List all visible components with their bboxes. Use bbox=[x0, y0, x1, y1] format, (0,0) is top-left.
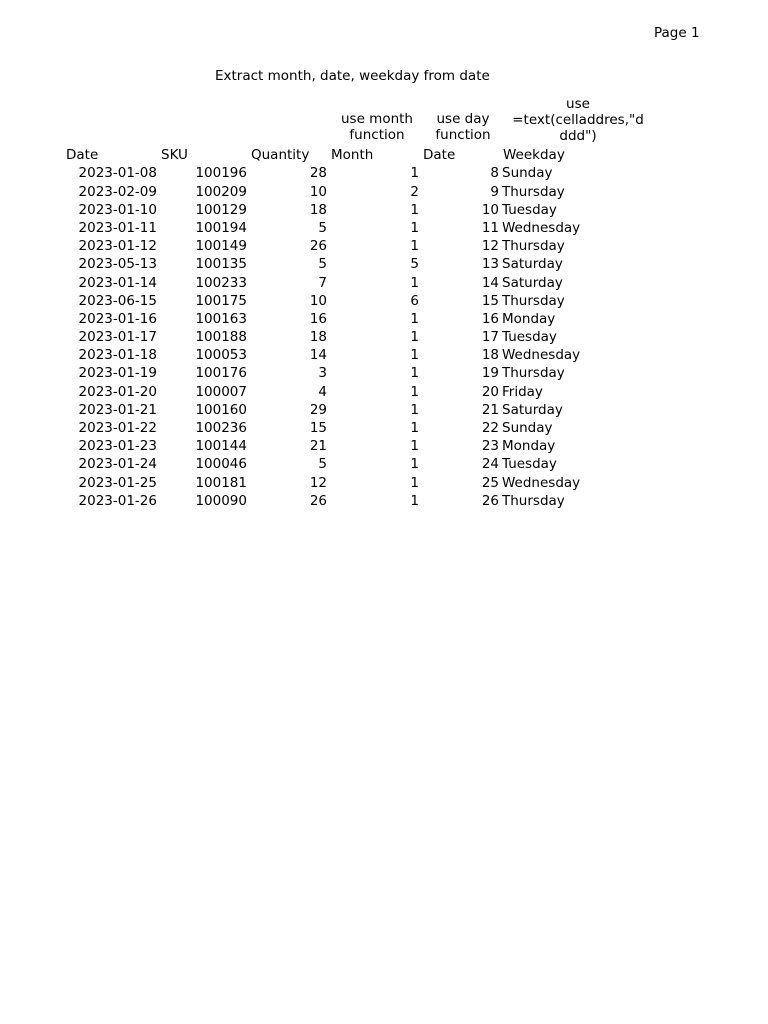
cell-month: 1 bbox=[410, 420, 419, 436]
cell-date: 2023-01-10 bbox=[78, 201, 157, 218]
cell-weekday: Tuesday bbox=[502, 201, 557, 218]
cell-weekday: Thursday bbox=[502, 292, 565, 309]
weekday-formula-note: use =text(celladdres,"d ddd") bbox=[512, 96, 644, 144]
header-day: Date bbox=[423, 147, 456, 164]
cell-quantity: 5 bbox=[318, 456, 327, 473]
cell-date: 2023-01-12 bbox=[78, 238, 157, 255]
cell-date: 2023-01-11 bbox=[78, 219, 157, 236]
table-row bbox=[64, 454, 614, 472]
cell-sku: 100194 bbox=[195, 219, 247, 236]
cell-day: 18 bbox=[481, 347, 499, 364]
cell-date: 2023-05-13 bbox=[78, 256, 157, 273]
cell-weekday: Wednesday bbox=[502, 219, 581, 236]
table-row bbox=[64, 327, 614, 345]
cell-month: 1 bbox=[410, 492, 419, 509]
cell-quantity: 16 bbox=[309, 310, 327, 327]
table-row bbox=[64, 200, 614, 218]
table-row bbox=[64, 163, 614, 181]
cell-date: 2023-01-16 bbox=[78, 310, 157, 327]
cell-date: 2023-06-15 bbox=[78, 292, 157, 309]
cell-sku: 100236 bbox=[195, 420, 247, 436]
cell-weekday: Monday bbox=[502, 438, 556, 455]
cell-weekday: Thursday bbox=[502, 365, 565, 382]
cell-weekday: Tuesday bbox=[502, 456, 557, 473]
cell-date: 2023-01-21 bbox=[78, 401, 157, 418]
cell-date: 2023-01-22 bbox=[78, 420, 157, 436]
cell-month: 1 bbox=[410, 238, 419, 255]
table-row bbox=[64, 291, 614, 309]
cell-sku: 100196 bbox=[195, 165, 247, 182]
cell-month: 1 bbox=[410, 165, 419, 182]
cell-day: 16 bbox=[481, 310, 499, 327]
cell-month: 1 bbox=[410, 274, 419, 291]
cell-day: 17 bbox=[481, 329, 499, 346]
cell-weekday: Saturday bbox=[502, 401, 563, 418]
cell-quantity: 18 bbox=[309, 201, 327, 218]
cell-date: 2023-01-19 bbox=[78, 365, 157, 382]
page-number: Page 1 bbox=[654, 25, 700, 41]
month-function-note: use month function bbox=[340, 111, 413, 143]
cell-sku: 100209 bbox=[195, 183, 247, 200]
cell-date: 2023-01-14 bbox=[78, 274, 157, 291]
cell-date: 2023-01-20 bbox=[78, 383, 157, 400]
cell-sku: 100007 bbox=[195, 383, 247, 400]
cell-day: 11 bbox=[481, 219, 499, 236]
cell-sku: 100163 bbox=[195, 310, 247, 327]
cell-sku: 100090 bbox=[195, 492, 247, 509]
table-row bbox=[64, 491, 614, 509]
cell-day: 13 bbox=[481, 256, 499, 273]
cell-quantity: 7 bbox=[318, 274, 327, 291]
cell-month: 6 bbox=[410, 292, 419, 309]
cell-day: 12 bbox=[481, 238, 499, 255]
cell-quantity: 12 bbox=[309, 474, 327, 491]
cell-day: 10 bbox=[481, 201, 499, 218]
table-row bbox=[64, 418, 614, 436]
cell-weekday: Wednesday bbox=[502, 347, 581, 364]
table-row bbox=[64, 400, 614, 418]
cell-day: 14 bbox=[481, 274, 499, 291]
cell-month: 2 bbox=[410, 183, 419, 200]
cell-weekday: Sunday bbox=[502, 420, 553, 436]
header-weekday: Weekday bbox=[503, 147, 565, 164]
cell-quantity: 3 bbox=[318, 365, 327, 382]
cell-weekday: Sunday bbox=[502, 165, 553, 182]
cell-day: 26 bbox=[481, 492, 499, 509]
table-row bbox=[64, 381, 614, 399]
cell-weekday: Monday bbox=[502, 310, 556, 327]
cell-date: 2023-02-09 bbox=[78, 183, 157, 200]
cell-date: 2023-01-25 bbox=[78, 474, 157, 491]
cell-quantity: 15 bbox=[309, 420, 327, 436]
cell-quantity: 14 bbox=[309, 347, 327, 364]
day-function-note: use day function bbox=[435, 111, 491, 143]
cell-weekday: Friday bbox=[502, 383, 543, 400]
cell-weekday: Thursday bbox=[502, 238, 565, 255]
table-row bbox=[64, 436, 614, 454]
cell-quantity: 29 bbox=[309, 401, 327, 418]
cell-sku: 100135 bbox=[195, 256, 247, 273]
table-row bbox=[64, 472, 614, 490]
cell-sku: 100046 bbox=[195, 456, 247, 473]
cell-quantity: 26 bbox=[309, 492, 327, 509]
cell-day: 8 bbox=[490, 165, 499, 182]
cell-day: 9 bbox=[490, 183, 499, 200]
table-body bbox=[64, 163, 614, 509]
cell-sku: 100144 bbox=[195, 438, 247, 455]
cell-quantity: 5 bbox=[318, 256, 327, 273]
cell-quantity: 5 bbox=[318, 219, 327, 236]
cell-sku: 100233 bbox=[195, 274, 247, 291]
cell-quantity: 21 bbox=[309, 438, 327, 455]
cell-day: 24 bbox=[481, 456, 499, 473]
cell-quantity: 10 bbox=[309, 183, 327, 200]
cell-day: 20 bbox=[481, 383, 499, 400]
cell-month: 1 bbox=[410, 310, 419, 327]
cell-month: 1 bbox=[410, 383, 419, 400]
cell-date: 2023-01-18 bbox=[78, 347, 157, 364]
table-row bbox=[64, 272, 614, 290]
cell-sku: 100053 bbox=[195, 347, 247, 364]
cell-month: 1 bbox=[410, 329, 419, 346]
cell-day: 15 bbox=[481, 292, 499, 309]
cell-date: 2023-01-24 bbox=[78, 456, 157, 473]
cell-sku: 100175 bbox=[195, 292, 247, 309]
table-row bbox=[64, 345, 614, 363]
cell-month: 1 bbox=[410, 438, 419, 455]
header-month: Month bbox=[331, 147, 374, 164]
table-row bbox=[64, 363, 614, 381]
header-sku: SKU bbox=[161, 147, 188, 164]
cell-date: 2023-01-17 bbox=[78, 329, 157, 346]
cell-month: 1 bbox=[410, 219, 419, 236]
cell-quantity: 28 bbox=[309, 165, 327, 182]
cell-month: 1 bbox=[410, 365, 419, 382]
cell-sku: 100129 bbox=[195, 201, 247, 218]
cell-sku: 100160 bbox=[195, 401, 247, 418]
cell-weekday: Thursday bbox=[502, 183, 565, 200]
cell-weekday: Saturday bbox=[502, 256, 563, 273]
cell-weekday: Tuesday bbox=[502, 329, 557, 346]
cell-day: 22 bbox=[481, 420, 499, 436]
header-quantity: Quantity bbox=[251, 147, 310, 164]
cell-day: 25 bbox=[481, 474, 499, 491]
table-row bbox=[64, 218, 614, 236]
cell-weekday: Saturday bbox=[502, 274, 563, 291]
table-row bbox=[64, 309, 614, 327]
cell-quantity: 26 bbox=[309, 238, 327, 255]
data-table bbox=[64, 145, 614, 509]
cell-day: 19 bbox=[481, 365, 499, 382]
table-row bbox=[64, 254, 614, 272]
cell-sku: 100181 bbox=[195, 474, 247, 491]
cell-date: 2023-01-08 bbox=[78, 165, 157, 182]
cell-day: 23 bbox=[481, 438, 499, 455]
cell-month: 1 bbox=[410, 201, 419, 218]
cell-quantity: 10 bbox=[309, 292, 327, 309]
cell-weekday: Wednesday bbox=[502, 474, 581, 491]
header-date: Date bbox=[66, 147, 99, 164]
cell-month: 5 bbox=[410, 256, 419, 273]
sheet-title: Extract month, date, weekday from date bbox=[215, 68, 490, 84]
cell-sku: 100188 bbox=[195, 329, 247, 346]
cell-month: 1 bbox=[410, 401, 419, 418]
cell-date: 2023-01-26 bbox=[78, 492, 157, 509]
cell-sku: 100149 bbox=[195, 238, 247, 255]
cell-month: 1 bbox=[410, 456, 419, 473]
cell-month: 1 bbox=[410, 347, 419, 364]
cell-month: 1 bbox=[410, 474, 419, 491]
cell-quantity: 18 bbox=[309, 329, 327, 346]
cell-day: 21 bbox=[481, 401, 499, 418]
table-row bbox=[64, 181, 614, 199]
table-row bbox=[64, 236, 614, 254]
cell-date: 2023-01-23 bbox=[78, 438, 157, 455]
cell-weekday: Thursday bbox=[502, 492, 565, 509]
cell-quantity: 4 bbox=[318, 383, 327, 400]
header-row bbox=[64, 145, 614, 163]
cell-sku: 100176 bbox=[195, 365, 247, 382]
